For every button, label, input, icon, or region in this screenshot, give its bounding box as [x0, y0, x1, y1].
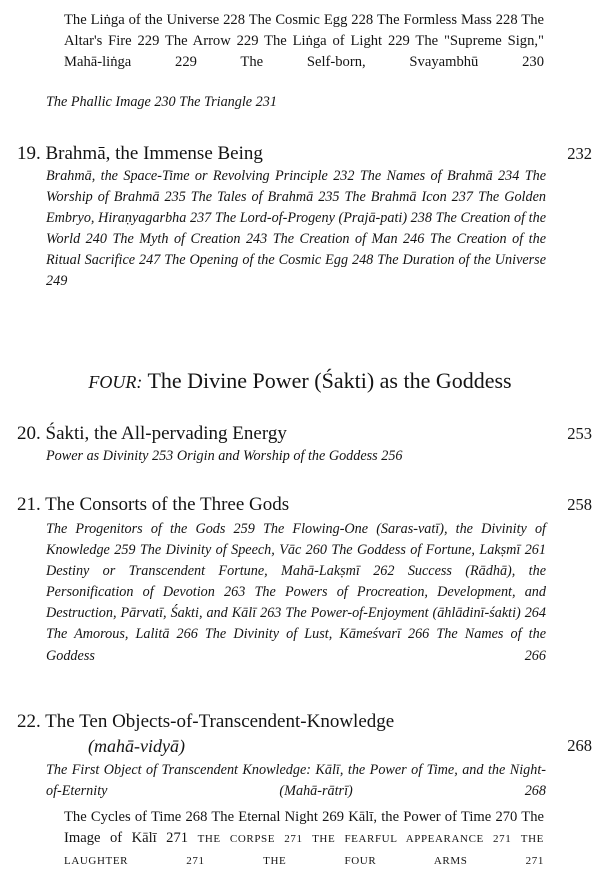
chapter-subentries: The First Object of Transcendent Knowledge: Kālī, the Power of Time, and the Night-of-Eternity (Mahā-rātrī) 268 — [46, 762, 546, 800]
chapter-heading — [17, 422, 287, 446]
subentry-small-caps: THE LAUGHTER 271 — [64, 832, 544, 867]
chapter-number: 19. — [17, 143, 41, 164]
chapter-subentries-roman — [64, 807, 544, 871]
chapter-subentries: The Progenitors of the Gods 259 The Flowing-One (Saras-vatī), the Divinity of Knowledge 259 The Divinity of Speech, Vāc 260 The Goddess of Fortune, Lakṣmī 261 Destiny or Transcendent Fortune, Mahā-Lakṣmī 262 Success (Rādhā), the Personification of Devotion 263 The Powers of Procreation, Development, and Destruction, Pārvatī, Śakti, and Kālī 263 The Power-of-Enjoyment (āhlādinī-śakti) 264 The Amorous, Lalitā 266 The Divinity of Lust, Kāmeśvarī 266 The Names of the Goddess 266 — [46, 521, 546, 664]
chapter-title: Śakti, the All-pervading Energy — [45, 423, 287, 444]
subentry-roman-text: The Cycles of Time 268 The Eternal Night 269 Kālī, the Power of Time 270 The Image of Kālī 271 — [64, 809, 544, 846]
chapter-title: The Ten Objects-of-Transcendent-Knowledge — [45, 711, 395, 732]
chapter-page-number: 253 — [567, 424, 592, 443]
chapter-subentries: Power as Divinity 253 Origin and Worship of the Goddess 256 — [46, 448, 403, 464]
subentry-small-caps: THE FEARFUL APPEARANCE 271 — [312, 832, 512, 845]
chapter-number: 20. — [17, 423, 41, 444]
chapter-number: 21. — [17, 494, 41, 515]
chapter-subentries: Brahmā, the Space-Time or Revolving Principle 232 The Names of Brahmā 234 The Worship of Brahmā 235 The Tales of Brahmā 235 The Brahmā Icon 237 The Golden Embryo, Hiraṇyagarbha 237 The Lord-of-Progeny (Prajā-pati) 238 The Creation of the World 240 The Myth of Creation 243 The Creation of Man 246 The Creation of the Ritual Sacrifice 247 The Opening of the Cosmic Egg 248 The Duration of the Universe 249 — [46, 168, 546, 290]
chapter-page-number: 268 — [567, 736, 592, 755]
subentry-small-caps: THE FOUR ARMS 271 — [263, 854, 544, 867]
part-heading — [0, 367, 600, 396]
chapter-subtitle: (mahā-vidyā) — [88, 736, 185, 756]
chapter-page-number: 258 — [567, 495, 592, 514]
toc-subentries-continued: The Liṅga of the Universe 228 The Cosmic Egg 228 The Formless Mass 228 The Altar's Fire 229 The Arrow 229 The Liṅga of Light 229 The "Supreme Sign," Mahā-liṅga 229 The Self-born, Svayambhū 230 — [64, 12, 544, 70]
toc-subentries-italic: The Phallic Image 230 The Triangle 231 — [46, 94, 277, 110]
chapter-title: The Consorts of the Three Gods — [45, 494, 290, 515]
chapter-title: Brahmā, the Immense Being — [45, 143, 263, 164]
subentry-small-caps: THE CORPSE 271 — [197, 832, 303, 845]
part-number: FOUR: — [88, 372, 143, 392]
chapter-heading — [17, 493, 289, 517]
part-title: The Divine Power (Śakti) as the Goddess — [147, 368, 512, 393]
chapter-number: 22. — [17, 711, 41, 732]
chapter-heading — [17, 142, 263, 166]
chapter-heading — [17, 710, 394, 734]
chapter-page-number: 232 — [567, 144, 592, 163]
